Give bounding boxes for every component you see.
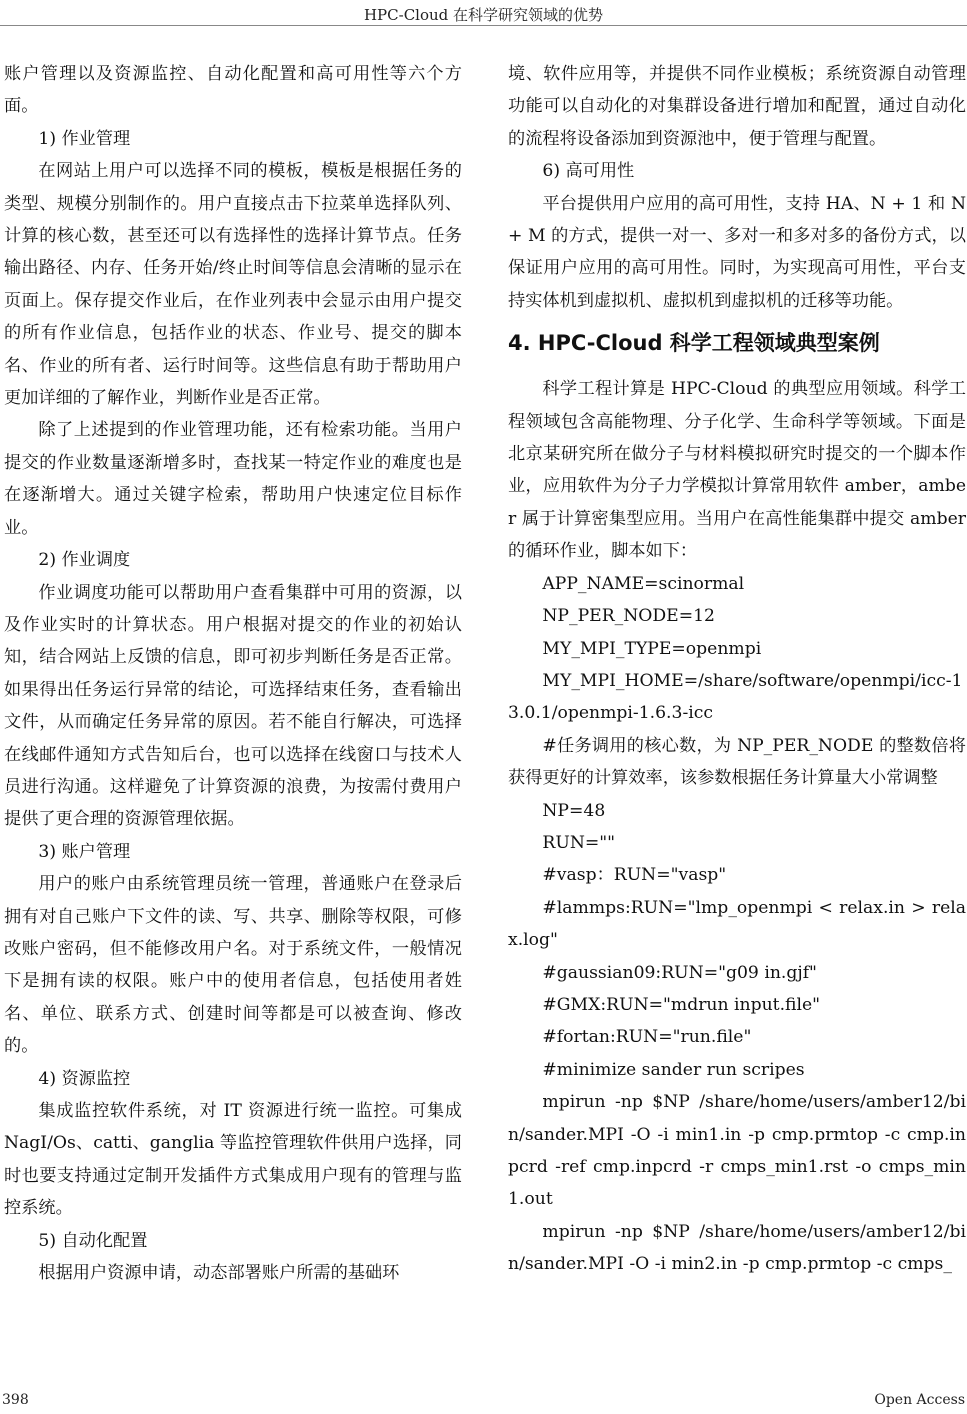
subsection-heading: 5) 自动化配置 (38, 1230, 148, 1251)
paragraph: #GMX:RUN="mdrun input.file" (542, 994, 821, 1015)
right-column (508, 58, 966, 1281)
paragraph: 平台提供用户应用的高可用性，支持 HA、N + 1 和 N + M 的方式，提供一对一、多对一和多对多的备份方式，以保证用户应用的高可用性。同时，为实现高可用性，平台支持实体机到虚拟机、虚拟机到虚拟机的迁移等功能。 (508, 193, 966, 311)
subsection-heading: 3) 账户管理 (38, 841, 131, 862)
paragraph: 境、软件应用等，并提供不同作业模板；系统资源自动管理功能可以自动化的对集群设备进行增加和配置，通过自动化的流程将设备添加到资源池中，便于管理与配置。 (508, 64, 966, 149)
page-number: 398 (2, 1392, 29, 1408)
paragraph: NP=48 (542, 800, 606, 821)
paragraph: 科学工程计算是 HPC-Cloud 的典型应用领域。科学工程领域包含高能物理、分子化学、生命科学等领域。下面是北京某研究所在做分子与材料模拟研究时提交的一个脚本作业，应用软件为分子力学模拟计算常用软件 amber，amber 属于计算密集型应用。当用户在高性能集群中提交 amber 的循环作业，脚本如下： (508, 379, 966, 562)
paragraph: #minimize sander run scripes (542, 1059, 805, 1080)
paragraph: NP_PER_NODE=12 (542, 606, 715, 627)
left-column (4, 58, 462, 1289)
paragraph: #任务调用的核心数，为 NP_PER_NODE 的整数倍将获得更好的计算效率，该参数根据任务计算量大小常调整 (508, 735, 966, 789)
paragraph: #lammps:RUN="lmp_openmpi < relax.in > relax.log" (508, 897, 966, 951)
paragraph: 用户的账户由系统管理员统一管理，普通账户在登录后拥有对自己账户下文件的读、写、共享、删除等权限，可修改账户密码，但不能修改用户名。对于系统文件，一般情况下是拥有读的权限。账户中的使用者信息，包括使用者姓名、单位、联系方式、创建时间等都是可以被查询、修改的。 (4, 874, 462, 1057)
header-rule (0, 25, 967, 26)
journal-label: Open Access (874, 1392, 965, 1408)
paragraph: 集成监控软件系统，对 IT 资源进行统一监控。可集成 NagI/Os、catti、ganglia 等监控管理软件供用户选择，同时也要支持通过定制开发插件方式集成用户现有的管理与监控系统。 (4, 1101, 462, 1219)
running-header: HPC-Cloud 在科学研究领域的优势 (363, 6, 604, 24)
subsection-heading: 1) 作业管理 (38, 128, 131, 149)
paragraph: #fortan:RUN="run.file" (542, 1027, 752, 1048)
paragraph: #gaussian09:RUN="g09 in.gjf" (542, 962, 817, 983)
paragraph: #vasp：RUN="vasp" (542, 865, 727, 886)
paragraph: mpirun -np $NP /share/home/users/amber12/bin/sander.MPI -O -i min2.in -p cmp.prmtop -c cmps_ (508, 1221, 966, 1275)
paragraph: 根据用户资源申请，动态部署账户所需的基础环 (38, 1263, 400, 1284)
paragraph: 在网站上用户可以选择不同的模板，模板是根据任务的类型、规模分别制作的。用户直接点击下拉菜单选择队列、计算的核心数，甚至还可以有选择性的选择计算节点。任务输出路径、内存、任务开始/终止时间等信息会清晰的显示在页面上。保存提交作业后，在作业列表中会显示由用户提交的所有作业信息，包括作业的状态、作业号、提交的脚本名、作业的所有者、运行时间等。这些信息有助于帮助用户更加详细的了解作业，判断作业是否正常。 (4, 161, 462, 409)
subsection-heading: 2) 作业调度 (38, 550, 131, 571)
paragraph: APP_NAME=scinormal (542, 573, 745, 594)
paragraph: mpirun -np $NP /share/home/users/amber12/bin/sander.MPI -O -i min1.in -p cmp.prmtop -c cmp.inpcrd -ref cmp.inpcrd -r cmps_min1.rst -o cmps_min1.out (508, 1092, 966, 1210)
paragraph: 账户管理以及资源监控、自动化配置和高可用性等六个方面。 (4, 64, 462, 117)
section-heading: 4. HPC-Cloud 科学工程领域典型案例 (508, 331, 880, 356)
paragraph: 除了上述提到的作业管理功能，还有检索功能。当用户提交的作业数量逐渐增多时，查找某一特定作业的难度也是在逐渐增大。通过关键字检索，帮助用户快速定位目标作业。 (4, 420, 462, 538)
paragraph: MY_MPI_TYPE=openmpi (542, 638, 762, 659)
paragraph: MY_MPI_HOME=/share/software/openmpi/icc-13.0.1/openmpi-1.6.3-icc (508, 670, 963, 724)
subsection-heading: 4) 资源监控 (38, 1068, 131, 1089)
paragraph: RUN="" (542, 832, 616, 853)
subsection-heading: 6) 高可用性 (542, 161, 635, 182)
paragraph: 作业调度功能可以帮助用户查看集群中可用的资源，以及作业实时的计算状态。用户根据对提交的作业的初始认知，结合网站上反馈的信息，即可初步判断任务是否正常。如果得出任务运行异常的结论，可选择结束任务，查看输出文件，从而确定任务异常的原因。若不能自行解决，可选择在线邮件通知方式告知后台，也可以选择在线窗口与技术人员进行沟通。这样避免了计算资源的浪费，为按需付费用户提供了更合理的资源管理依据。 (4, 582, 462, 830)
